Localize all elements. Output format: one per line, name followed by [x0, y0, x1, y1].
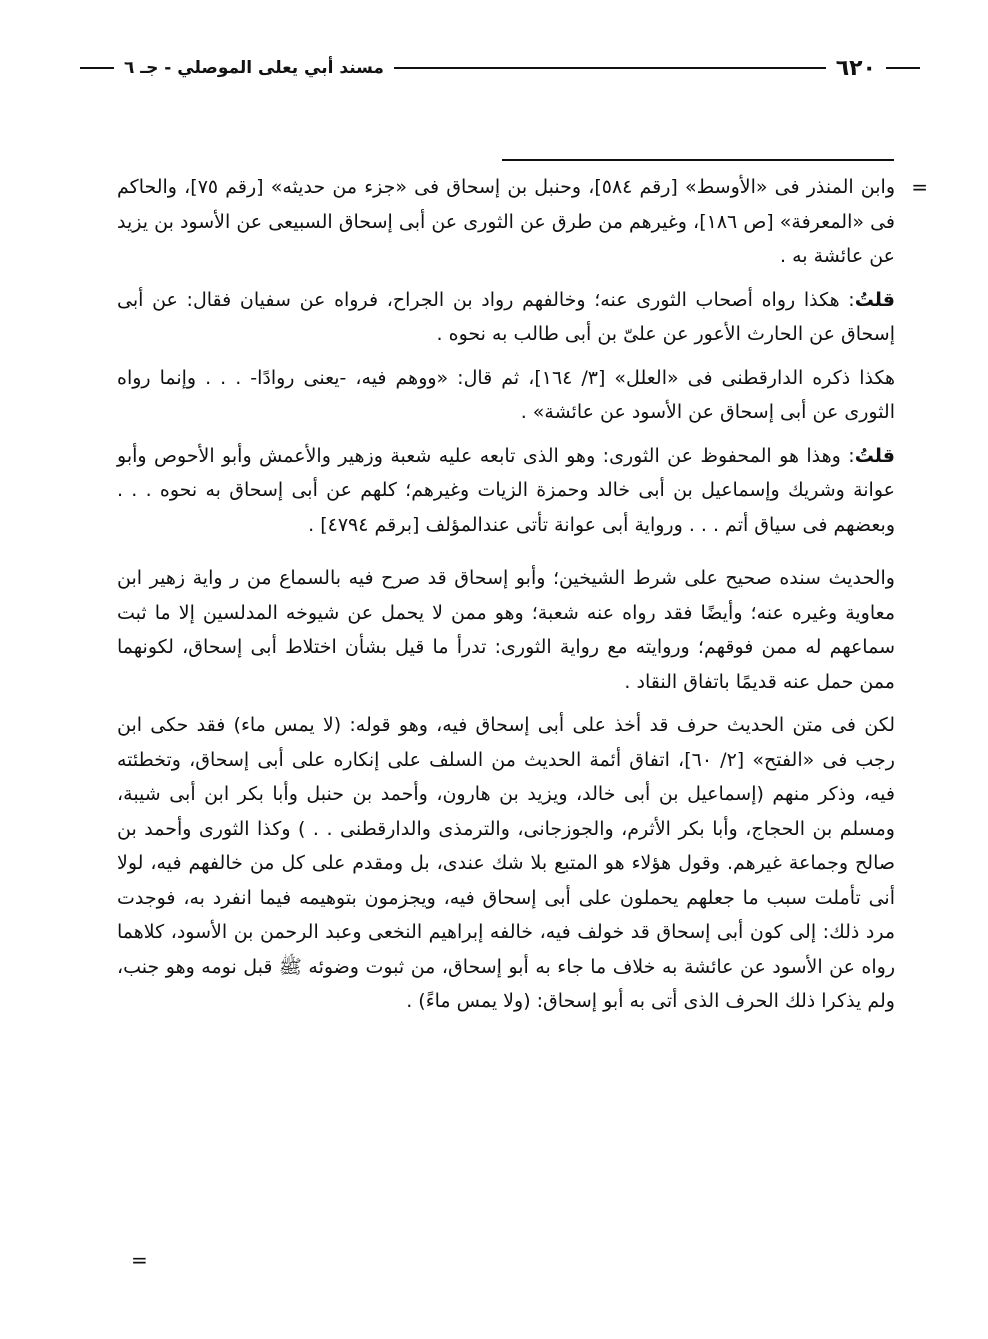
continuation-start-marker: =: [911, 175, 928, 199]
paragraph-2-text: : هكذا رواه أصحاب الثورى عنه؛ وخالفهم رواد بن الجراح، فرواه عن سفيان فقال: عن أبى إسحاق عن الحارث الأعور عن علىّ بن أبى طالب به نحوه .: [117, 288, 895, 345]
footnote-separator: [502, 159, 894, 161]
running-title: مسند أبي يعلى الموصلي - جـ ٦: [124, 58, 384, 78]
qult-label: قلتُ: [854, 288, 895, 311]
paragraph-3: هكذا ذكره الدارقطنى فى «العلل» [٣/ ١٦٤]، ثم قال: «ووهم فيه، -يعنى روادًا- . . . وإنما رواه الثورى عن أبى إسحاق عن الأسود عن عائشة» .: [117, 366, 895, 423]
page-number: ٦٢٠: [835, 55, 876, 81]
paragraph-2: [117, 283, 895, 352]
paragraph-5: والحديث سنده صحيح على شرط الشيخين؛ وأبو إسحاق قد صرح فيه بالسماع من ر واية زهير ابن معاوية وغيره عنه؛ وأيضًا فقد رواه عنه شعبة؛ وهو ممن لا يحمل عن شيوخه المدلسين إلا ما ثبت سماعهم له ممن فوقهم؛ وروايته مع رواية الثورى: تدرأ ما قيل بشأن اختلاط أبى إسحاق، لكونهما ممن حمل عنه قديمًا باتفاق النقاد .: [117, 567, 895, 693]
paragraph-1-text: وابن المنذر فى «الأوسط» [رقم ٥٨٤]، وحنبل بن إسحاق فى «جزء من حديثه» [رقم ٧٥]، والحاكم فى «المعرفة» [ص ١٨٦]، وغيرهم من طرق عن الثورى عن أبى إسحاق السبيعى عن الأسود بن يزيد عن عائشة به .: [117, 176, 895, 267]
paragraph-6: لكن فى متن الحديث حرف قد أخذ على أبى إسحاق فيه، وهو قوله: (لا يمس ماء) فقد حكى ابن رجب فى «الفتح» [٢/ ٦٠]، اتفاق أئمة الحديث من السلف على إنكاره على أبى إسحاق، وتخطئته فيه، وذكر منهم (إسماعيل بن أبى خالد، ويزيد بن هارون، وأحمد بن حنبل وأبا بكر ابن أبى شيبة، ومسلم بن الحجاج، وأبا بكر الأثرم، والجوزجانى، والترمذى والدارقطنى . . ) وكذا الثورى وأحمد بن صالح وجماعة غيرهم. وقول هؤلاء هو المتبع بلا شك عندى، بل ومقدم على كل من خالفهم فيه، لولا أنى تأملت سبب ما جعلهم يحملون على أبى إسحاق فيه، ويجزمون بتوهيمه فيما انفرد به، فوجدت مرد ذلك: إلى كون أبى إسحاق قد خولف فيه، خالفه إبراهيم النخعى وعبد الرحمن بن الأسود، كلاهما رواه عن الأسود عن عائشة به خلاف ما جاء به أبو إسحاق، من ثبوت وضوئه ﷺ قبل نومه وهو جنب، ولم يذكرا ذلك الحرف الذى أتى به أبو إسحاق: (ولا يمس ماءً) .: [117, 714, 895, 1012]
paragraph-4: [117, 439, 895, 543]
paragraph-gap: [117, 551, 895, 561]
continuation-end-marker: =: [131, 1248, 148, 1272]
header-dash: [886, 67, 920, 69]
qult-label-2: قلتُ: [854, 444, 895, 467]
header-dash-end: [80, 67, 114, 69]
paragraph-1: [117, 170, 928, 274]
page-header: [80, 50, 920, 86]
paragraph-4-text: : وهذا هو المحفوظ عن الثورى: وهو الذى تابعه عليه شعبة وزهير والأعمش وأبو الأحوص وأبو عوانة وشريك وإسماعيل بن أبى خالد وحمزة الزيات وغيرهم؛ كلهم عن أبى إسحاق به نحوه . . . وبعضهم فى سياق أتم . . . ورواية أبى عوانة تأتى عندالمؤلف [برقم ٤٧٩٤] .: [117, 444, 895, 536]
header-rule: [394, 67, 826, 69]
footnote-body: [117, 170, 928, 1028]
